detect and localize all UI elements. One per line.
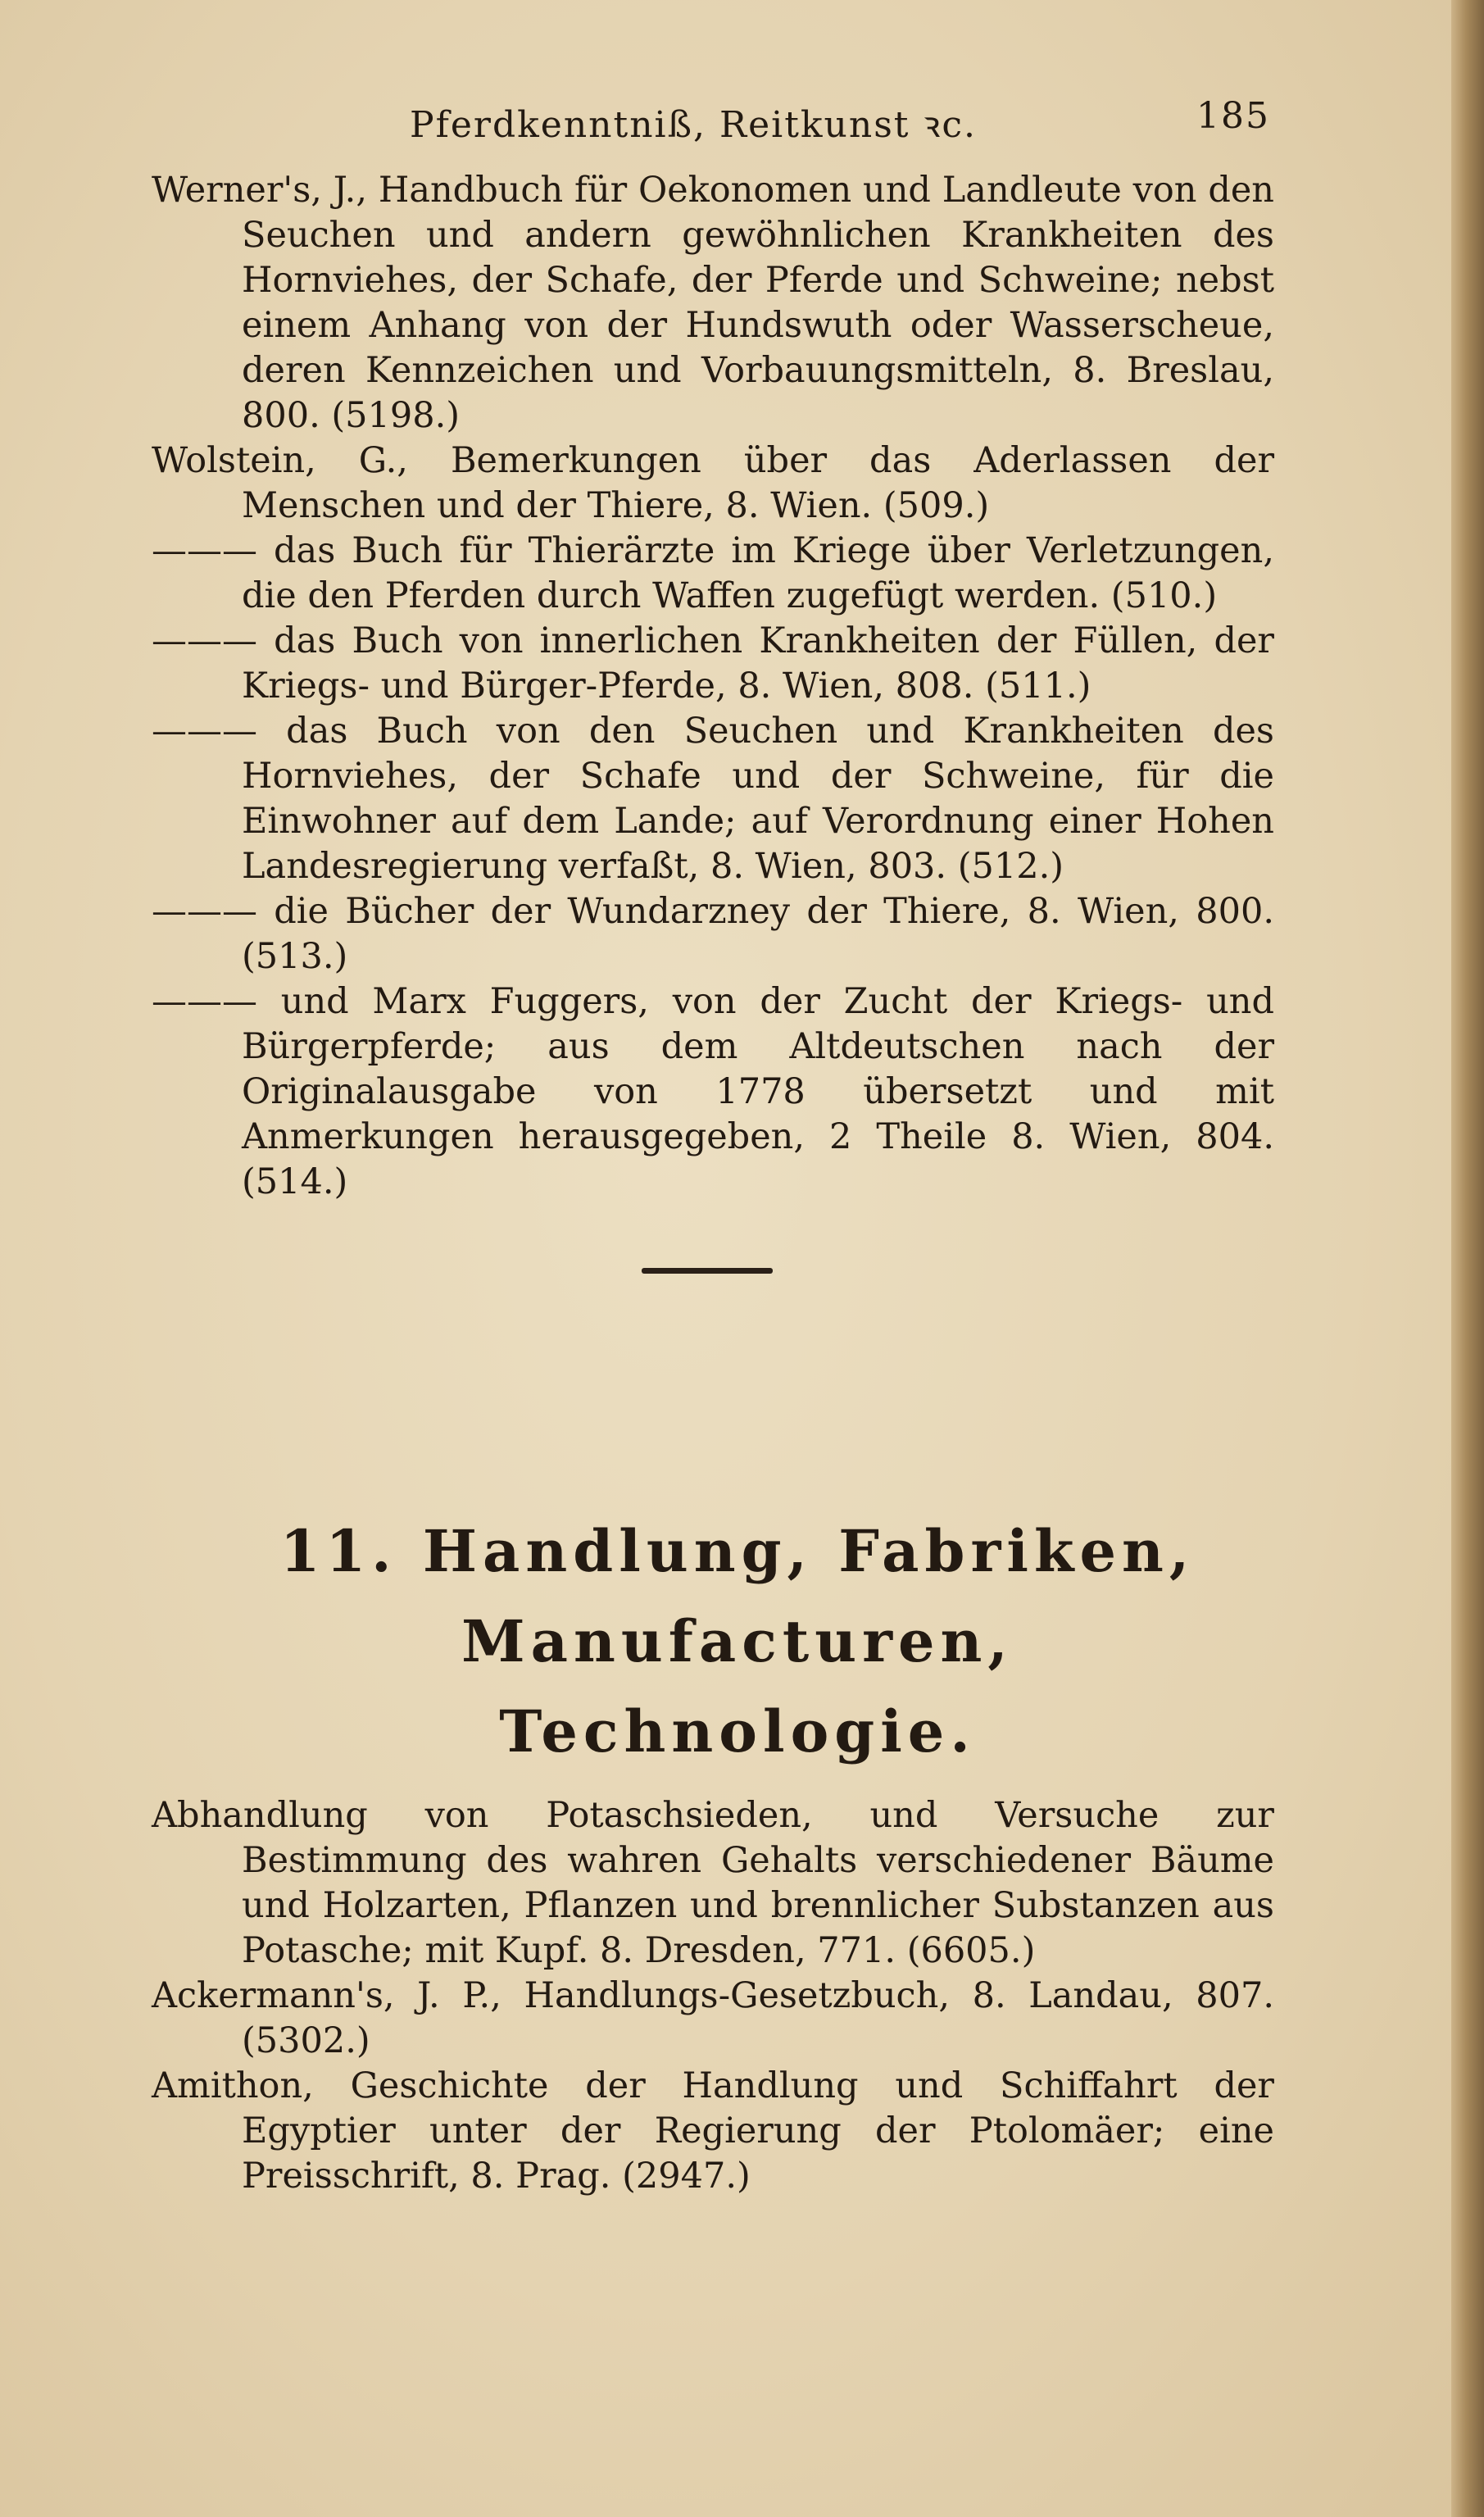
- section-heading-line2: Technologie.: [499, 1697, 976, 1765]
- section-heading: [156, 1506, 1319, 1777]
- entry-ditto-dash: ———: [152, 711, 257, 752]
- bibliography-entry: [152, 529, 1274, 619]
- entry-text: Handbuch für Oekonomen und Landleute von den Seuchen und andern gewöhnlichen Krankheiten des Hornviehes, der Schafe, der Pferde und Schweine; nebst einem Anhang von der Hundswuth oder Wasserscheue, deren Kennzeichen und Vorbauungsmitteln, 8. Breslau, 800. (5198.): [242, 170, 1274, 436]
- entry-text: das Buch von den Seuchen und Krankheiten des Hornviehes, der Schafe und der Schweine, für die Einwohner auf dem Lande; auf Verordnung einer Hohen Landesregierung verfaßt, 8. Wien, 803. (512.): [242, 711, 1274, 887]
- bibliography-entry: [152, 709, 1274, 889]
- entry-author: Amithon,: [152, 2065, 314, 2106]
- entry-ditto-dash: ———: [152, 530, 257, 571]
- entry-text: von Potaschsieden, und Versuche zur Bestimmung des wahren Gehalts verschiedener Bäume und Holzarten, Pflanzen und brennlicher Substanzen aus Potasche; mit Kupf. 8. Dresden, 771. (6605.): [242, 1795, 1274, 1971]
- entry-author: Werner's, J.,: [152, 170, 368, 211]
- bibliography-entry: [152, 2064, 1274, 2199]
- entry-ditto-dash: ———: [152, 891, 257, 932]
- bibliography-entry: [152, 168, 1274, 438]
- entry-text: Geschichte der Handlung und Schiffahrt der Egyptier unter der Regierung der Ptolomäer; eine Preisschrift, 8. Prag. (2947.): [242, 2065, 1274, 2197]
- entry-text: und Marx Fuggers, von der Zucht der Kriegs- und Bürgerpferde; aus dem Altdeutschen nach der Originalausgabe von 1778 übersetzt und mit Anmerkungen herausgegeben, 2 Theile 8. Wien, 804. (514.): [242, 981, 1274, 1202]
- bibliography-entry: [152, 619, 1274, 709]
- section-heading-line1: 11. Handlung, Fabriken, Manufacturen,: [279, 1517, 1196, 1675]
- bibliography-list-top: [152, 168, 1274, 1205]
- entry-author: Abhandlung: [152, 1795, 368, 1836]
- entry-text: Handlungs-Gesetzbuch, 8. Landau, 807. (5302.): [242, 1975, 1274, 2061]
- entry-text: Bemerkungen über das Aderlassen der Menschen und der Thiere, 8. Wien. (509.): [242, 440, 1274, 526]
- bibliography-entry: [152, 889, 1274, 979]
- bibliography-entry: [152, 1793, 1274, 1974]
- page-number: 185: [1196, 95, 1270, 137]
- entry-ditto-dash: ———: [152, 620, 257, 661]
- entry-ditto-dash: ———: [152, 981, 257, 1022]
- entry-text: das Buch für Thierärzte im Kriege über Verletzungen, die den Pferden durch Waffen zugefügt werden. (510.): [242, 530, 1274, 616]
- page-header: [410, 90, 1270, 148]
- entry-text: das Buch von innerlichen Krankheiten der Füllen, der Kriegs- und Bürger-Pferde, 8. Wien, 808. (511.): [242, 620, 1274, 706]
- entry-author: Wolstein, G.,: [152, 440, 408, 481]
- section-divider-rule: [642, 1268, 773, 1274]
- bibliography-list-bottom: [152, 1793, 1274, 2199]
- entry-text: die Bücher der Wundarzney der Thiere, 8. Wien, 800. (513.): [242, 891, 1274, 977]
- bibliography-entry: [152, 438, 1274, 529]
- page-edge: [1451, 0, 1484, 2517]
- running-title: Pferdkenntniß, Reitkunst ꝛc.: [410, 104, 977, 146]
- bibliography-entry: [152, 1974, 1274, 2064]
- entry-author: Ackermann's, J. P.,: [152, 1975, 501, 2016]
- bibliography-entry: [152, 979, 1274, 1205]
